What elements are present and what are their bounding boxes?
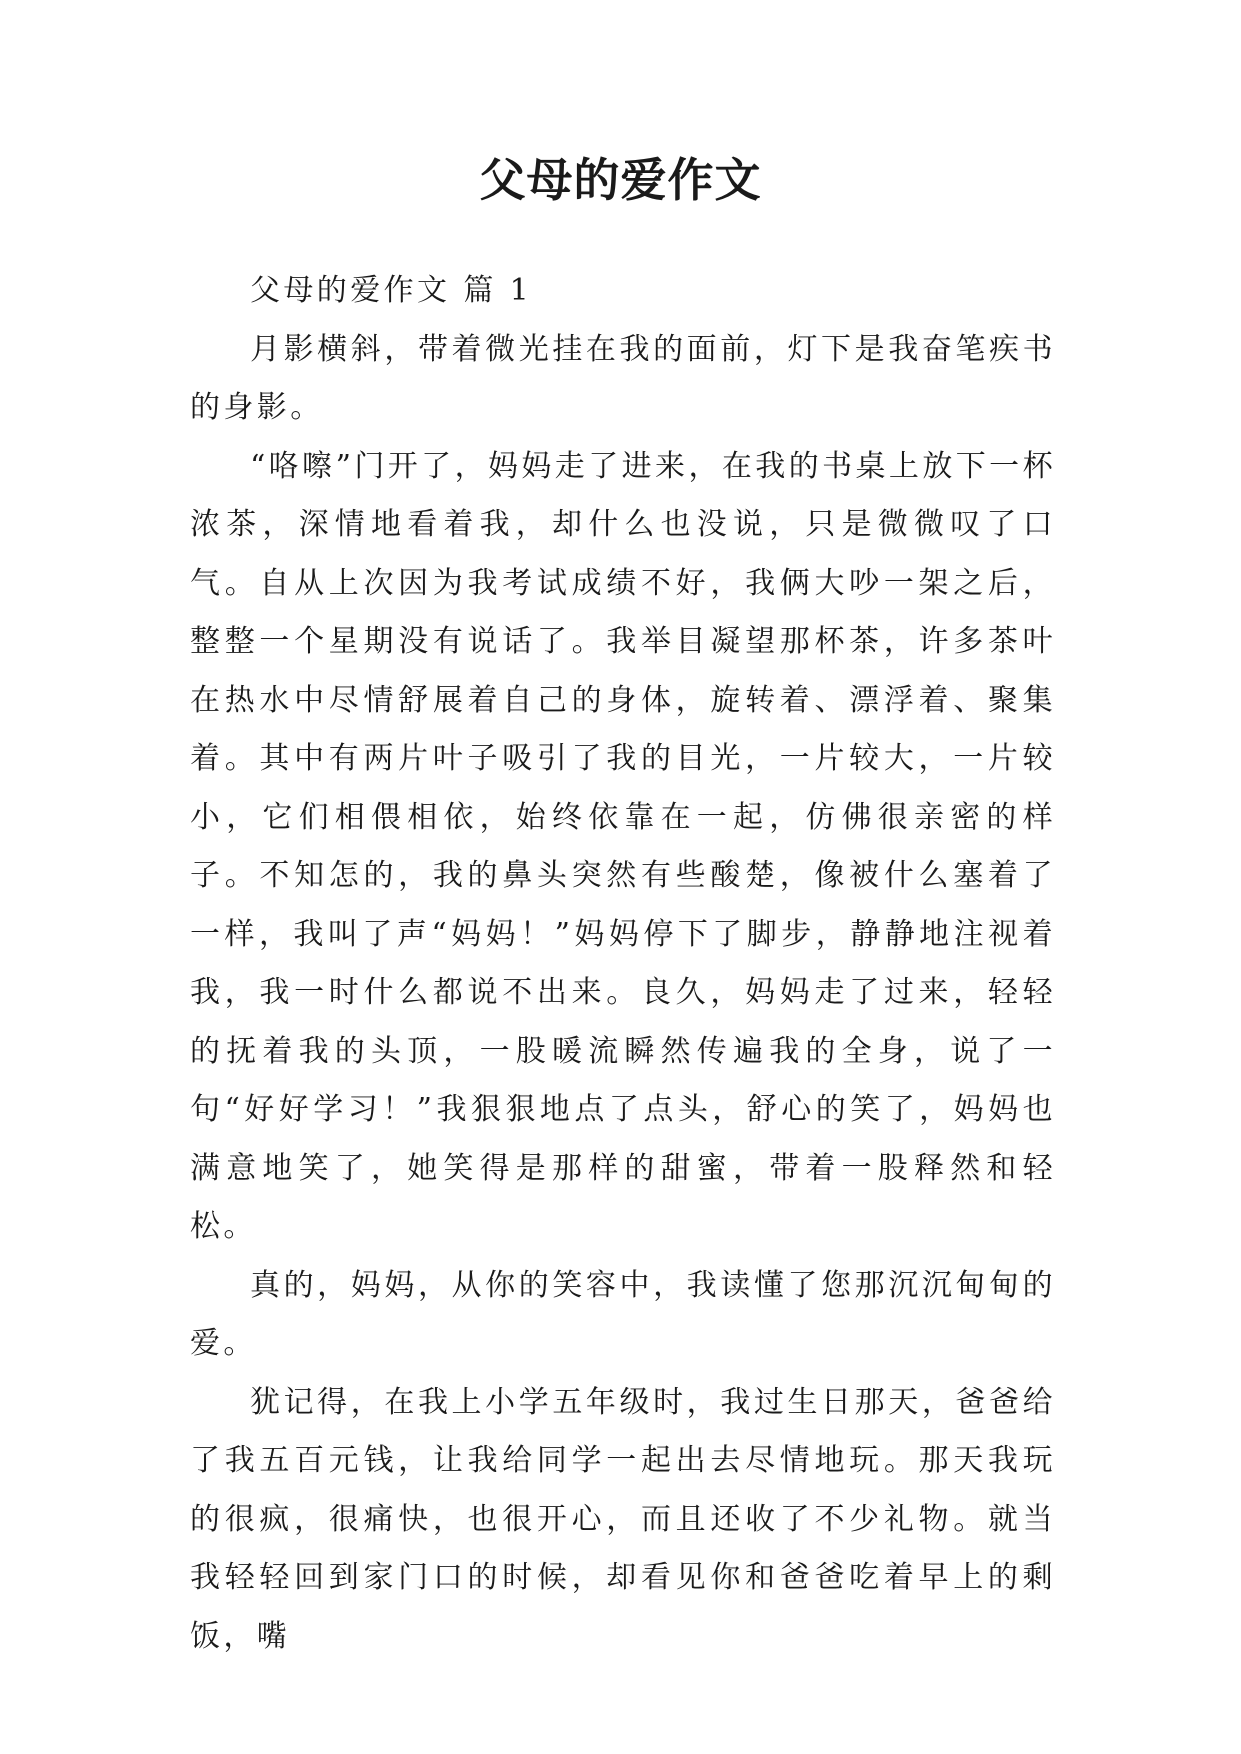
document-title: 父母的爱作文	[479, 153, 762, 207]
paragraph: “咯嚓”门开了，妈妈走了进来，在我的书桌上放下一杯浓茶，深情地看着我，却什么也没说，只是微微叹了口气。自从上次因为我考试成绩不好，我俩大吵一架之后，整整一个星期没有说话了。我举目凝望那杯茶，许多茶叶在热水中尽情舒展着自己的身体，旋转着、漂浮着、聚集着。其中有两片叶子吸引了我的目光，一片较大，一片较小，它们相偎相依，始终依靠在一起，仿佛很亲密的样子。不知怎的，我的鼻头突然有些酸楚，像被什么塞着了一样，我叫了声“妈妈！”妈妈停下了脚步，静静地注视着我，我一时什么都说不出来。良久，妈妈走了过来，轻轻的抚着我的头顶，一股暖流瞬然传遍我的全身，说了一句“好好学习！”我狠狠地点了点头，舒心的笑了，妈妈也满意地笑了，她笑得是那样的甜蜜，带着一股释然和轻松。	[190, 448, 1056, 1244]
paragraph: 月影横斜，带着微光挂在我的面前，灯下是我奋笔疾书的身影。	[190, 331, 1056, 425]
paragraph: 真的，妈妈，从你的笑容中，我读懂了您那沉沉甸甸的爱。	[190, 1267, 1056, 1361]
paragraph: 犹记得，在我上小学五年级时，我过生日那天，爸爸给了我五百元钱，让我给同学一起出去尽情地玩。那天我玩的很疯，很痛快，也很开心，而且还收了不少礼物。就当我轻轻回到家门口的时候，却看见你和爸爸吃着早上的剩饭，嘴	[190, 1384, 1056, 1654]
document-body	[190, 262, 1056, 1666]
section-heading: 父母的爱作文 篇 1	[250, 273, 533, 308]
